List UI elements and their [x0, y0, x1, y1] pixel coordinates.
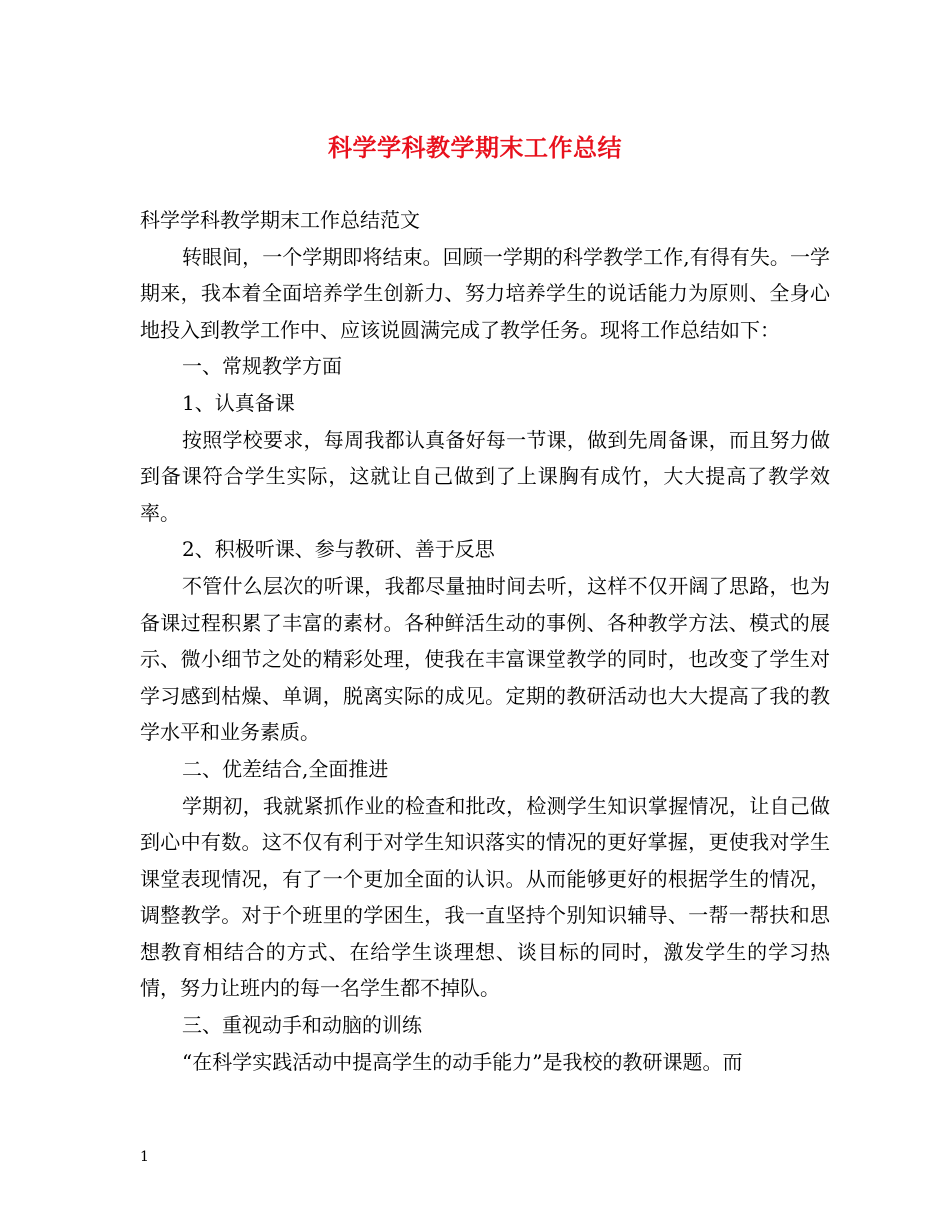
section-heading: 三、重视动手和动脑的训练 — [182, 1013, 422, 1038]
section-heading: 二、优差结合,全面推进 — [182, 756, 389, 781]
subtitle-paragraph: 科学学科教学期末工作总结范文 — [140, 208, 420, 232]
page-number: 1 — [140, 1149, 149, 1165]
body-paragraph: 学期初，我就紧抓作业的检查和批改，检测学生知识掌握情况，让自己做到心中有数。这不仅有利于对学生知识落实的情况的更好掌握，更使我对学生课堂表现情况，有了一个更加全面的认识。从而能够更好的根据学生的情况，调整教学。对于个班里的学困生，我一直坚持个别知识辅导、一帮一帮扶和思想教育相结合的方式、在给学生谈理想、谈目标的同时，激发学生的学习热情，努力让班内的每一名学生都不掉队。 — [140, 793, 830, 1001]
subsection-heading: 2、积极听课、参与教研、善于反思 — [182, 537, 495, 562]
body-paragraph: 不管什么层次的听课，我都尽量抽时间去听，这样不仅开阔了思路，也为备课过程积累了丰富的素材。各种鲜活生动的事例、各种教学方法、模式的展示、微小细节之处的精彩处理，使我在丰富课堂教学的同时，也改变了学生对学习感到枯燥、单调，脱离实际的成见。定期的教研活动也大大提高了我的教学水平和业务素质。 — [140, 573, 830, 745]
section-heading: 一、常规教学方面 — [182, 354, 342, 379]
document-body — [140, 202, 830, 1080]
body-paragraph: “在科学实践活动中提高学生的动手能力”是我校的教研课题。而 — [182, 1049, 743, 1074]
document-title: 科学学科教学期末工作总结 — [328, 133, 622, 162]
body-paragraph: 按照学校要求，每周我都认真备好每一节课，做到先周备课，而且努力做到备课符合学生实际，这就让自己做到了上课胸有成竹，大大提高了教学效率。 — [140, 427, 830, 525]
subsection-heading: 1、认真备课 — [182, 390, 295, 415]
intro-paragraph: 转眼间，一个学期即将结束。回顾一学期的科学教学工作,有得有失。一学期来，我本着全面培养学生创新力、努力培养学生的说话能力为原则、全身心地投入到教学工作中、应该说圆满完成了教学任务。现将工作总结如下： — [140, 244, 830, 342]
